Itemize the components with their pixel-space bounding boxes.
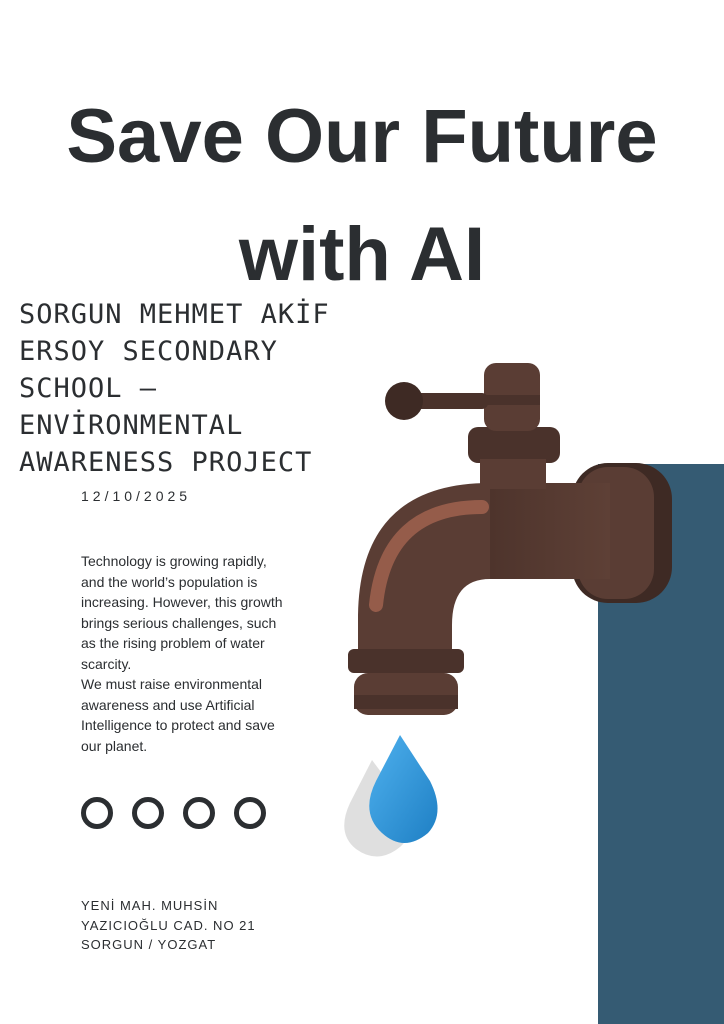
school-line: SORGUN MEHMET AKİF [19,299,330,330]
school-line: ENVİRONMENTAL [19,410,244,441]
description-paragraph: We must raise environmental awareness and use Artificial Intelligence to protect and save our planet. [81,676,275,754]
faucet-nozzle [348,649,464,673]
circle-icon [183,797,215,829]
faucet-valve [468,427,560,463]
description [81,551,291,756]
address-line: YENİ MAH. MUHSİN [81,898,219,913]
faucet-pipe [490,483,610,579]
school-line: SCHOOL – [19,373,158,404]
school-address [81,896,256,955]
project-date: 12/10/2025 [81,488,192,504]
poster-title [0,78,724,314]
decorative-circles [81,797,266,829]
address-line: YAZICIOĞLU CAD. NO 21 [81,917,256,933]
school-line: AWARENESS PROJECT [19,447,313,478]
school-line: ERSOY SECONDARY [19,336,278,367]
description-paragraph: Technology is growing rapidly, and the world’s population is increasing. However, this growth brings serious challenges, such as the rising problem of water scarcity. [81,553,283,672]
title-line-1: Save Our Future [66,94,658,179]
water-drop-icon [369,735,437,843]
circle-icon [234,797,266,829]
faucet-icon [340,355,680,865]
circle-icon [132,797,164,829]
address-line: SORGUN / YOZGAT [81,937,217,952]
title-line-2: with AI [238,212,486,297]
circle-icon [81,797,113,829]
